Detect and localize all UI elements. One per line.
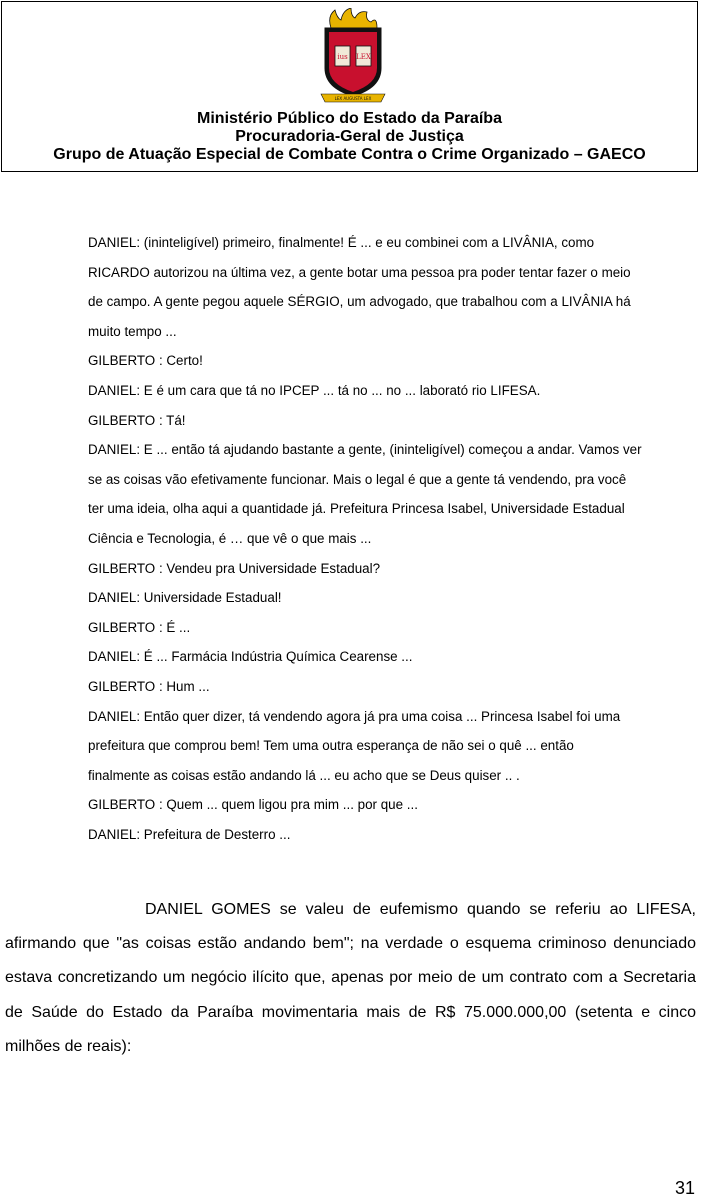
transcript-line: DANIEL: E ... então tá ajudando bastante a gente, (ininteligível) começou a andar. Vamos ver bbox=[88, 442, 642, 458]
transcript-line: DANIEL: Prefeitura de Desterro ... bbox=[88, 826, 291, 842]
header-line-ministry: Ministério Público do Estado da Paraíba bbox=[197, 110, 502, 127]
transcript-line: finalmente as coisas estão andando lá ... eu acho que se Deus quiser .. . bbox=[88, 767, 520, 783]
transcript-line: ter uma ideia, olha aqui a quantidade já. Prefeitura Princesa Isabel, Universidade Estadual bbox=[88, 501, 625, 517]
page-header bbox=[1, 1, 698, 172]
transcript-line: muito tempo ... bbox=[88, 323, 177, 339]
svg-text:ius: ius bbox=[337, 53, 348, 61]
transcript-line: GILBERTO : É ... bbox=[88, 619, 191, 635]
header-line-procuradoria: Procuradoria-Geral de Justiça bbox=[235, 128, 464, 145]
narrative-section bbox=[5, 893, 696, 1064]
svg-text:LEX: LEX bbox=[356, 53, 371, 61]
transcript-line: DANIEL: É ... Farmácia Indústria Química Cearense ... bbox=[88, 649, 413, 665]
transcript-line: DANIEL: Então quer dizer, tá vendendo agora já pra uma coisa ... Princesa Isabel foi uma bbox=[88, 708, 621, 724]
transcript-line: DANIEL: Universidade Estadual! bbox=[88, 590, 282, 606]
coat-of-arms-seal bbox=[317, 8, 389, 104]
transcript-line: DANIEL: E é um cara que tá no IPCEP ... tá no ... no ... laborató rio LIFESA. bbox=[88, 382, 541, 398]
transcript-line: Ciência e Tecnologia, é … que vê o que mais ... bbox=[88, 530, 372, 546]
svg-text:LEX AUGUSTA LEX: LEX AUGUSTA LEX bbox=[334, 96, 372, 102]
transcript-line: GILBERTO : Hum ... bbox=[88, 678, 210, 694]
header-line-gaeco: Grupo de Atuação Especial de Combate Contra o Crime Organizado – GAECO bbox=[53, 146, 646, 163]
transcript-line: DANIEL: (ininteligível) primeiro, finalmente! É ... e eu combinei com a LIVÂNIA, como bbox=[88, 235, 595, 250]
transcript-line: de campo. A gente pegou aquele SÉRGIO, um advogado, que trabalhou com a LIVÂNIA há bbox=[88, 294, 631, 310]
transcript-line: se as coisas vão efetivamente funcionar. Mais o legal é que a gente tá vendendo, pra você bbox=[88, 471, 627, 487]
wiretap-transcript bbox=[88, 228, 696, 849]
transcript-line: RICARDO autorizou na última vez, a gente botar uma pessoa pra poder tentar fazer o meio bbox=[88, 264, 631, 280]
transcript-line: GILBERTO : Tá! bbox=[88, 412, 186, 428]
page-number: 31 bbox=[674, 1178, 695, 1198]
transcript-line: GILBERTO : Vendeu pra Universidade Estadual? bbox=[88, 560, 381, 576]
narrative-paragraph: DANIEL GOMES se valeu de eufemismo quando se referiu ao LIFESA, afirmando que "as coisas estão andando bem"; na verdade o esquema criminoso denunciado estava concretizando um negócio ilícito que, apenas por meio de um contrato com a Secretaria de Saúde do Estado da Paraíba movimentaria mais de R$ 75.000.000,00 (setenta e cinco milhões de reais): bbox=[5, 901, 696, 1055]
transcript-line: GILBERTO : Quem ... quem ligou pra mim ... por que ... bbox=[88, 797, 418, 813]
transcript-line: GILBERTO : Certo! bbox=[88, 353, 203, 369]
transcript-line: prefeitura que comprou bem! Tem uma outra esperança de não sei o quê ... então bbox=[88, 738, 574, 754]
